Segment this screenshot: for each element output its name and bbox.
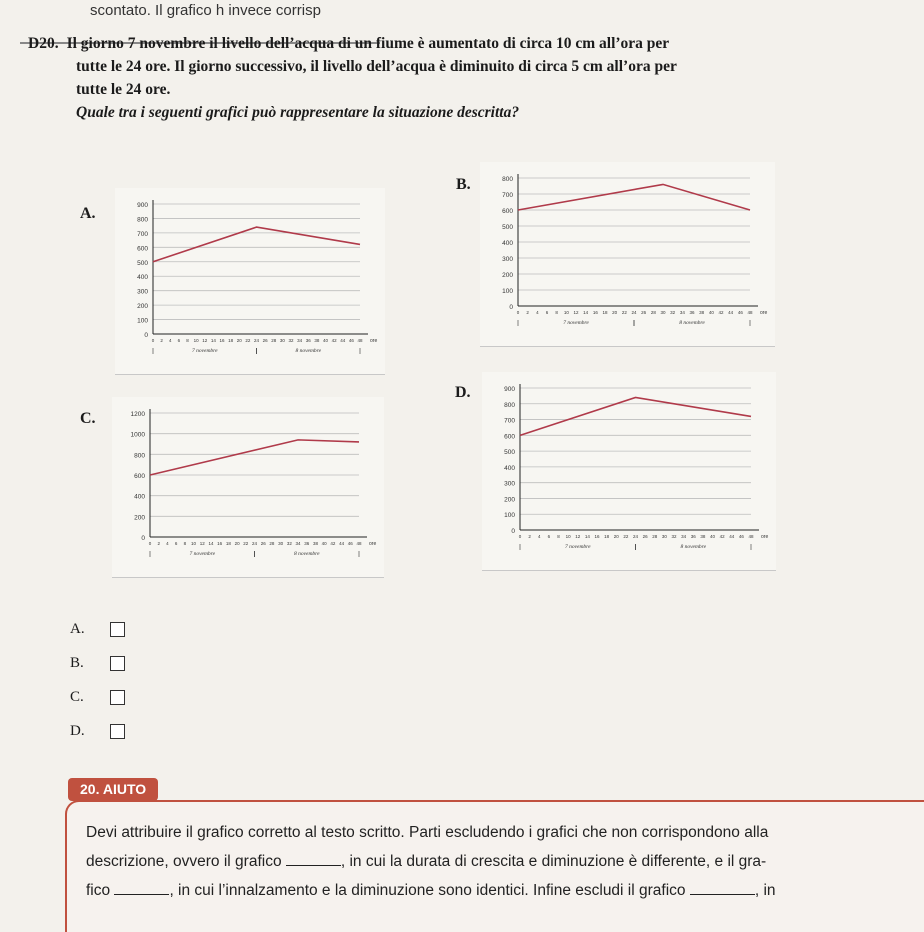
graph-b-x-tick-label: 38 [699, 310, 705, 315]
graph-b-x-tick-label: 20 [612, 310, 618, 315]
graph-a-y-tick-label: 800 [137, 216, 148, 224]
answer-a-label: A. [70, 620, 85, 637]
answer-row-d[interactable] [70, 714, 125, 748]
graph-a-y-tick-label: 100 [137, 317, 148, 325]
graph-c-x-tick-label: 38 [312, 541, 318, 546]
graph-c-y-tick-label: 400 [134, 493, 145, 501]
graph-a-x-tick-label: 4 [168, 338, 172, 343]
graph-a-x-tick-label: 20 [236, 338, 242, 343]
graph-a-x-tick-label: 34 [297, 338, 303, 343]
graph-c-x-tick-label: 40 [321, 541, 327, 546]
graph-b-x-tick-label: 30 [660, 310, 666, 315]
graph-c-y-tick-label: 0 [141, 535, 145, 542]
graph-b [480, 162, 775, 346]
graph-a-x-tick-label: 12 [202, 338, 208, 343]
graph-a-x-tick-label: 30 [279, 338, 285, 343]
graph-b-x-tick-label: 6 [545, 310, 549, 315]
help-blank-1[interactable] [286, 851, 341, 866]
graph-d-x-unit: ore [761, 534, 769, 540]
answer-a-checkbox[interactable] [110, 622, 125, 637]
graph-a-y-tick-label: 400 [137, 274, 148, 282]
graph-a-y-tick-label: 600 [137, 245, 148, 253]
graph-d-y-tick-label: 600 [504, 433, 515, 441]
graph-b-y-tick-label: 400 [502, 240, 513, 247]
graph-c-x-tick-label: 42 [330, 541, 336, 546]
graph-c-x-tick-label: 36 [304, 541, 310, 546]
graph-b-x-tick-label: 48 [747, 310, 753, 315]
graph-c-y-tick-label: 600 [134, 473, 145, 480]
graph-b-y-tick-label: 800 [502, 176, 513, 183]
graph-b-x-tick-label: 2 [526, 310, 529, 315]
graph-b-x-tick-label: 46 [737, 310, 743, 315]
option-b-label: B. [456, 176, 471, 193]
graph-b-x-tick-label: 16 [592, 310, 598, 315]
graph-c-x-tick-label: 12 [199, 541, 205, 546]
graph-a-panel [115, 188, 385, 375]
graph-c-y-tick-label: 1200 [130, 411, 145, 418]
graph-a-x-tick-label: 40 [322, 338, 329, 343]
graph-d-series-line [520, 397, 751, 435]
graph-d-day-label: 7 novembre [564, 544, 591, 550]
graph-b-x-tick-label: 28 [650, 310, 656, 315]
graph-d-x-tick-label: 18 [604, 534, 610, 539]
graph-b-x-tick-label: 14 [583, 310, 589, 315]
graph-d-x-tick-label: 38 [700, 534, 706, 539]
graph-c-x-tick-label: 46 [347, 541, 353, 546]
graph-a-series-line [153, 227, 360, 262]
graph-a-x-tick-label: 36 [305, 338, 311, 343]
graph-b-x-tick-label: 40 [708, 310, 714, 315]
graph-c-y-tick-label: 800 [134, 452, 145, 460]
graph-d-y-tick-label: 800 [504, 401, 515, 409]
graph-b-y-tick-label: 300 [502, 256, 513, 263]
graph-d-panel [482, 372, 776, 571]
graph-d-x-tick-label: 8 [557, 534, 560, 539]
graph-d-y-tick-label: 300 [504, 480, 515, 488]
graph-a-x-tick-label: 28 [271, 338, 277, 343]
option-a-label: A. [80, 205, 96, 222]
graph-a-y-tick-label: 900 [137, 202, 148, 209]
graph-a-x-tick-label: 44 [340, 338, 346, 343]
graph-b-x-tick-label: 36 [689, 310, 695, 315]
top-note: scontato. Il grafico h invece corrisp [90, 2, 321, 19]
help-line-3-start: fico [86, 882, 111, 899]
graph-c-x-tick-label: 48 [356, 541, 362, 546]
help-line-1: Devi attribuire il grafico corretto al testo scritto. Parti escludendo i grafici che non corrispondono alla [86, 824, 769, 841]
graph-a-y-tick-label: 0 [144, 332, 148, 339]
graph-a-y-tick-label: 300 [137, 288, 148, 296]
graph-a-x-tick-label: 8 [186, 338, 189, 343]
graph-a [115, 188, 385, 374]
graph-c-x-unit: ore [369, 541, 377, 547]
graph-d-y-tick-label: 400 [504, 464, 515, 472]
graph-c-y-tick-label: 200 [134, 514, 145, 522]
graph-b-day-label: 8 novembre [679, 320, 705, 326]
graph-a-y-tick-label: 700 [137, 230, 148, 238]
graph-c-x-tick-label: 22 [243, 541, 249, 546]
graph-a-x-tick-label: 46 [348, 338, 354, 343]
graph-a-x-tick-label: 22 [245, 338, 251, 343]
graph-d-y-tick-label: 700 [504, 417, 515, 425]
graph-d-x-tick-label: 24 [632, 534, 639, 539]
graph-d-x-tick-label: 28 [652, 534, 658, 539]
answer-row-b[interactable] [70, 646, 125, 680]
graph-d-x-tick-label: 32 [671, 534, 677, 539]
graph-c-y-tick-label: 1000 [130, 431, 145, 439]
graph-d-y-tick-label: 100 [504, 512, 515, 520]
question-line-1: Il giorno 7 novembre il livello dell’acqua di un fiume è aumentato di circa 10 cm all’ora per [66, 35, 670, 52]
help-text [86, 818, 916, 905]
graph-b-y-tick-label: 600 [502, 208, 513, 215]
graph-b-x-tick-label: 8 [555, 310, 558, 315]
graph-d-y-tick-label: 500 [504, 449, 515, 457]
graph-c-x-tick-label: 44 [339, 541, 345, 546]
graph-d-x-tick-label: 10 [565, 534, 571, 539]
graph-a-x-tick-label: 6 [177, 338, 181, 343]
answer-b-checkbox[interactable] [110, 656, 125, 671]
graph-d-x-tick-label: 40 [709, 534, 716, 539]
graph-d-x-tick-label: 16 [594, 534, 600, 539]
graph-a-x-tick-label: 24 [253, 338, 260, 343]
help-tab: 20. AIUTO [68, 778, 158, 801]
graph-c [112, 397, 384, 577]
graph-c-x-tick-label: 6 [174, 541, 178, 546]
graph-a-x-tick-label: 48 [357, 338, 363, 343]
help-line-3-mid: , in cui l’innalzamento e la diminuzione sono identici. Infine escludi il grafico [169, 882, 686, 899]
answer-d-checkbox[interactable] [110, 724, 125, 739]
graph-c-day-label: 8 novembre [293, 551, 320, 557]
graph-a-y-tick-label: 200 [137, 303, 148, 311]
graph-d-x-tick-label: 6 [547, 534, 551, 539]
graph-d-x-tick-label: 4 [537, 534, 541, 539]
graph-c-x-tick-label: 20 [234, 541, 240, 546]
answer-row-a[interactable] [70, 612, 125, 646]
graph-b-x-tick-label: 0 [516, 310, 520, 315]
graph-b-y-tick-label: 500 [502, 224, 513, 231]
graph-b-series-line [518, 184, 750, 210]
graph-b-x-tick-label: 32 [670, 310, 676, 315]
option-c-label: C. [80, 410, 96, 427]
answer-list [70, 612, 125, 748]
graph-c-x-tick-label: 34 [295, 541, 301, 546]
help-line-2-start: descrizione, ovvero il grafico [86, 853, 282, 870]
option-d-label: D. [455, 384, 471, 401]
graph-c-panel [112, 397, 384, 578]
help-blank-2[interactable] [114, 880, 169, 895]
graph-b-y-tick-label: 200 [502, 272, 513, 279]
graph-c-x-tick-label: 32 [286, 541, 292, 546]
graph-d-x-tick-label: 22 [623, 534, 629, 539]
graph-d-x-tick-label: 20 [613, 534, 619, 539]
graph-c-x-tick-label: 24 [251, 541, 258, 546]
graph-a-x-tick-label: 14 [210, 338, 216, 343]
graph-d-x-tick-label: 26 [642, 534, 648, 539]
answer-b-label: B. [70, 654, 84, 671]
graph-b-day-label: 7 novembre [563, 320, 589, 326]
graph-d-x-tick-label: 42 [719, 534, 725, 539]
answer-d-label: D. [70, 722, 85, 739]
graph-a-y-tick-label: 500 [137, 259, 148, 267]
graph-c-series-line [150, 440, 359, 475]
graph-b-x-tick-label: 10 [563, 310, 569, 315]
graph-a-x-tick-label: 16 [219, 338, 225, 343]
graph-c-x-tick-label: 16 [217, 541, 223, 546]
graph-d-x-tick-label: 30 [661, 534, 667, 539]
answer-c-label: C. [70, 688, 84, 705]
graph-b-panel [480, 162, 775, 347]
graph-c-x-tick-label: 14 [208, 541, 214, 546]
graph-d-x-tick-label: 34 [681, 534, 687, 539]
help-line-2-end: , in cui la durata di crescita e diminuzione è differente, e il gra- [340, 853, 767, 870]
graph-a-x-tick-label: 0 [151, 338, 155, 343]
graph-c-x-tick-label: 10 [191, 541, 197, 546]
graph-c-x-tick-label: 8 [183, 541, 187, 546]
graph-b-x-tick-label: 4 [536, 310, 539, 315]
graph-b-x-tick-label: 18 [602, 310, 608, 315]
graph-b-x-tick-label: 44 [728, 310, 734, 315]
question-ask: Quale tra i seguenti grafici può rappresentare la situazione descritta? [76, 104, 520, 121]
graph-c-x-tick-label: 4 [166, 541, 169, 546]
graph-b-x-tick-label: 26 [641, 310, 647, 315]
graph-d-x-tick-label: 12 [575, 534, 581, 539]
graph-b-x-tick-label: 42 [718, 310, 724, 315]
graph-a-x-tick-label: 18 [228, 338, 234, 343]
graph-d-x-tick-label: 0 [518, 534, 522, 539]
graph-c-x-tick-label: 26 [260, 541, 266, 546]
answer-row-c[interactable] [70, 680, 125, 714]
graph-d-y-tick-label: 0 [511, 528, 515, 535]
graph-d-x-tick-label: 44 [729, 534, 735, 539]
graph-a-x-tick-label: 32 [288, 338, 294, 343]
graph-b-y-tick-label: 700 [502, 192, 513, 199]
help-line-3 [86, 876, 916, 905]
graph-c-x-tick-label: 18 [225, 541, 231, 546]
graph-a-x-tick-label: 42 [331, 338, 337, 343]
graph-b-x-unit: ore [760, 310, 768, 316]
graph-c-x-tick-label: 30 [278, 541, 284, 546]
graph-a-day-label: 8 novembre [295, 348, 322, 354]
answer-c-checkbox[interactable] [110, 690, 125, 705]
graph-b-x-tick-label: 34 [679, 310, 685, 315]
graph-c-x-tick-label: 2 [157, 541, 160, 546]
graph-c-x-tick-label: 28 [269, 541, 275, 546]
question-block [28, 32, 888, 124]
graph-d-x-tick-label: 48 [748, 534, 754, 539]
question-line-3: tutte le 24 ore. [76, 81, 171, 98]
help-line-2 [86, 847, 916, 876]
question-number: D20. [28, 35, 59, 52]
graph-d-day-label: 8 novembre [680, 544, 707, 550]
graph-a-x-tick-label: 38 [314, 338, 320, 343]
help-line-3-end: , in [754, 882, 776, 899]
graph-d-x-tick-label: 36 [690, 534, 696, 539]
graph-b-y-tick-label: 0 [509, 304, 513, 311]
graph-d-y-tick-label: 200 [504, 496, 515, 504]
graph-c-day-label: 7 novembre [189, 551, 216, 557]
graph-c-x-tick-label: 0 [148, 541, 152, 546]
graph-a-day-label: 7 novembre [191, 348, 218, 354]
graph-b-x-tick-label: 24 [631, 310, 637, 315]
help-blank-3[interactable] [690, 880, 755, 895]
graph-b-x-tick-label: 22 [621, 310, 627, 315]
graph-d-x-tick-label: 14 [584, 534, 590, 539]
graph-a-x-tick-label: 26 [262, 338, 268, 343]
graph-d-y-tick-label: 900 [504, 386, 515, 393]
graph-a-x-tick-label: 2 [160, 338, 163, 343]
graph-d-x-tick-label: 46 [738, 534, 744, 539]
graph-a-x-tick-label: 10 [193, 338, 199, 343]
question-line-2: tutte le 24 ore. Il giorno successivo, il livello dell’acqua è diminuito di circa 5 cm all’ora per [76, 58, 677, 75]
graph-d [482, 372, 776, 570]
graph-d-x-tick-label: 2 [528, 534, 531, 539]
graph-b-x-tick-label: 12 [573, 310, 579, 315]
graph-a-x-unit: ore [370, 338, 378, 344]
graph-b-y-tick-label: 100 [502, 288, 513, 295]
